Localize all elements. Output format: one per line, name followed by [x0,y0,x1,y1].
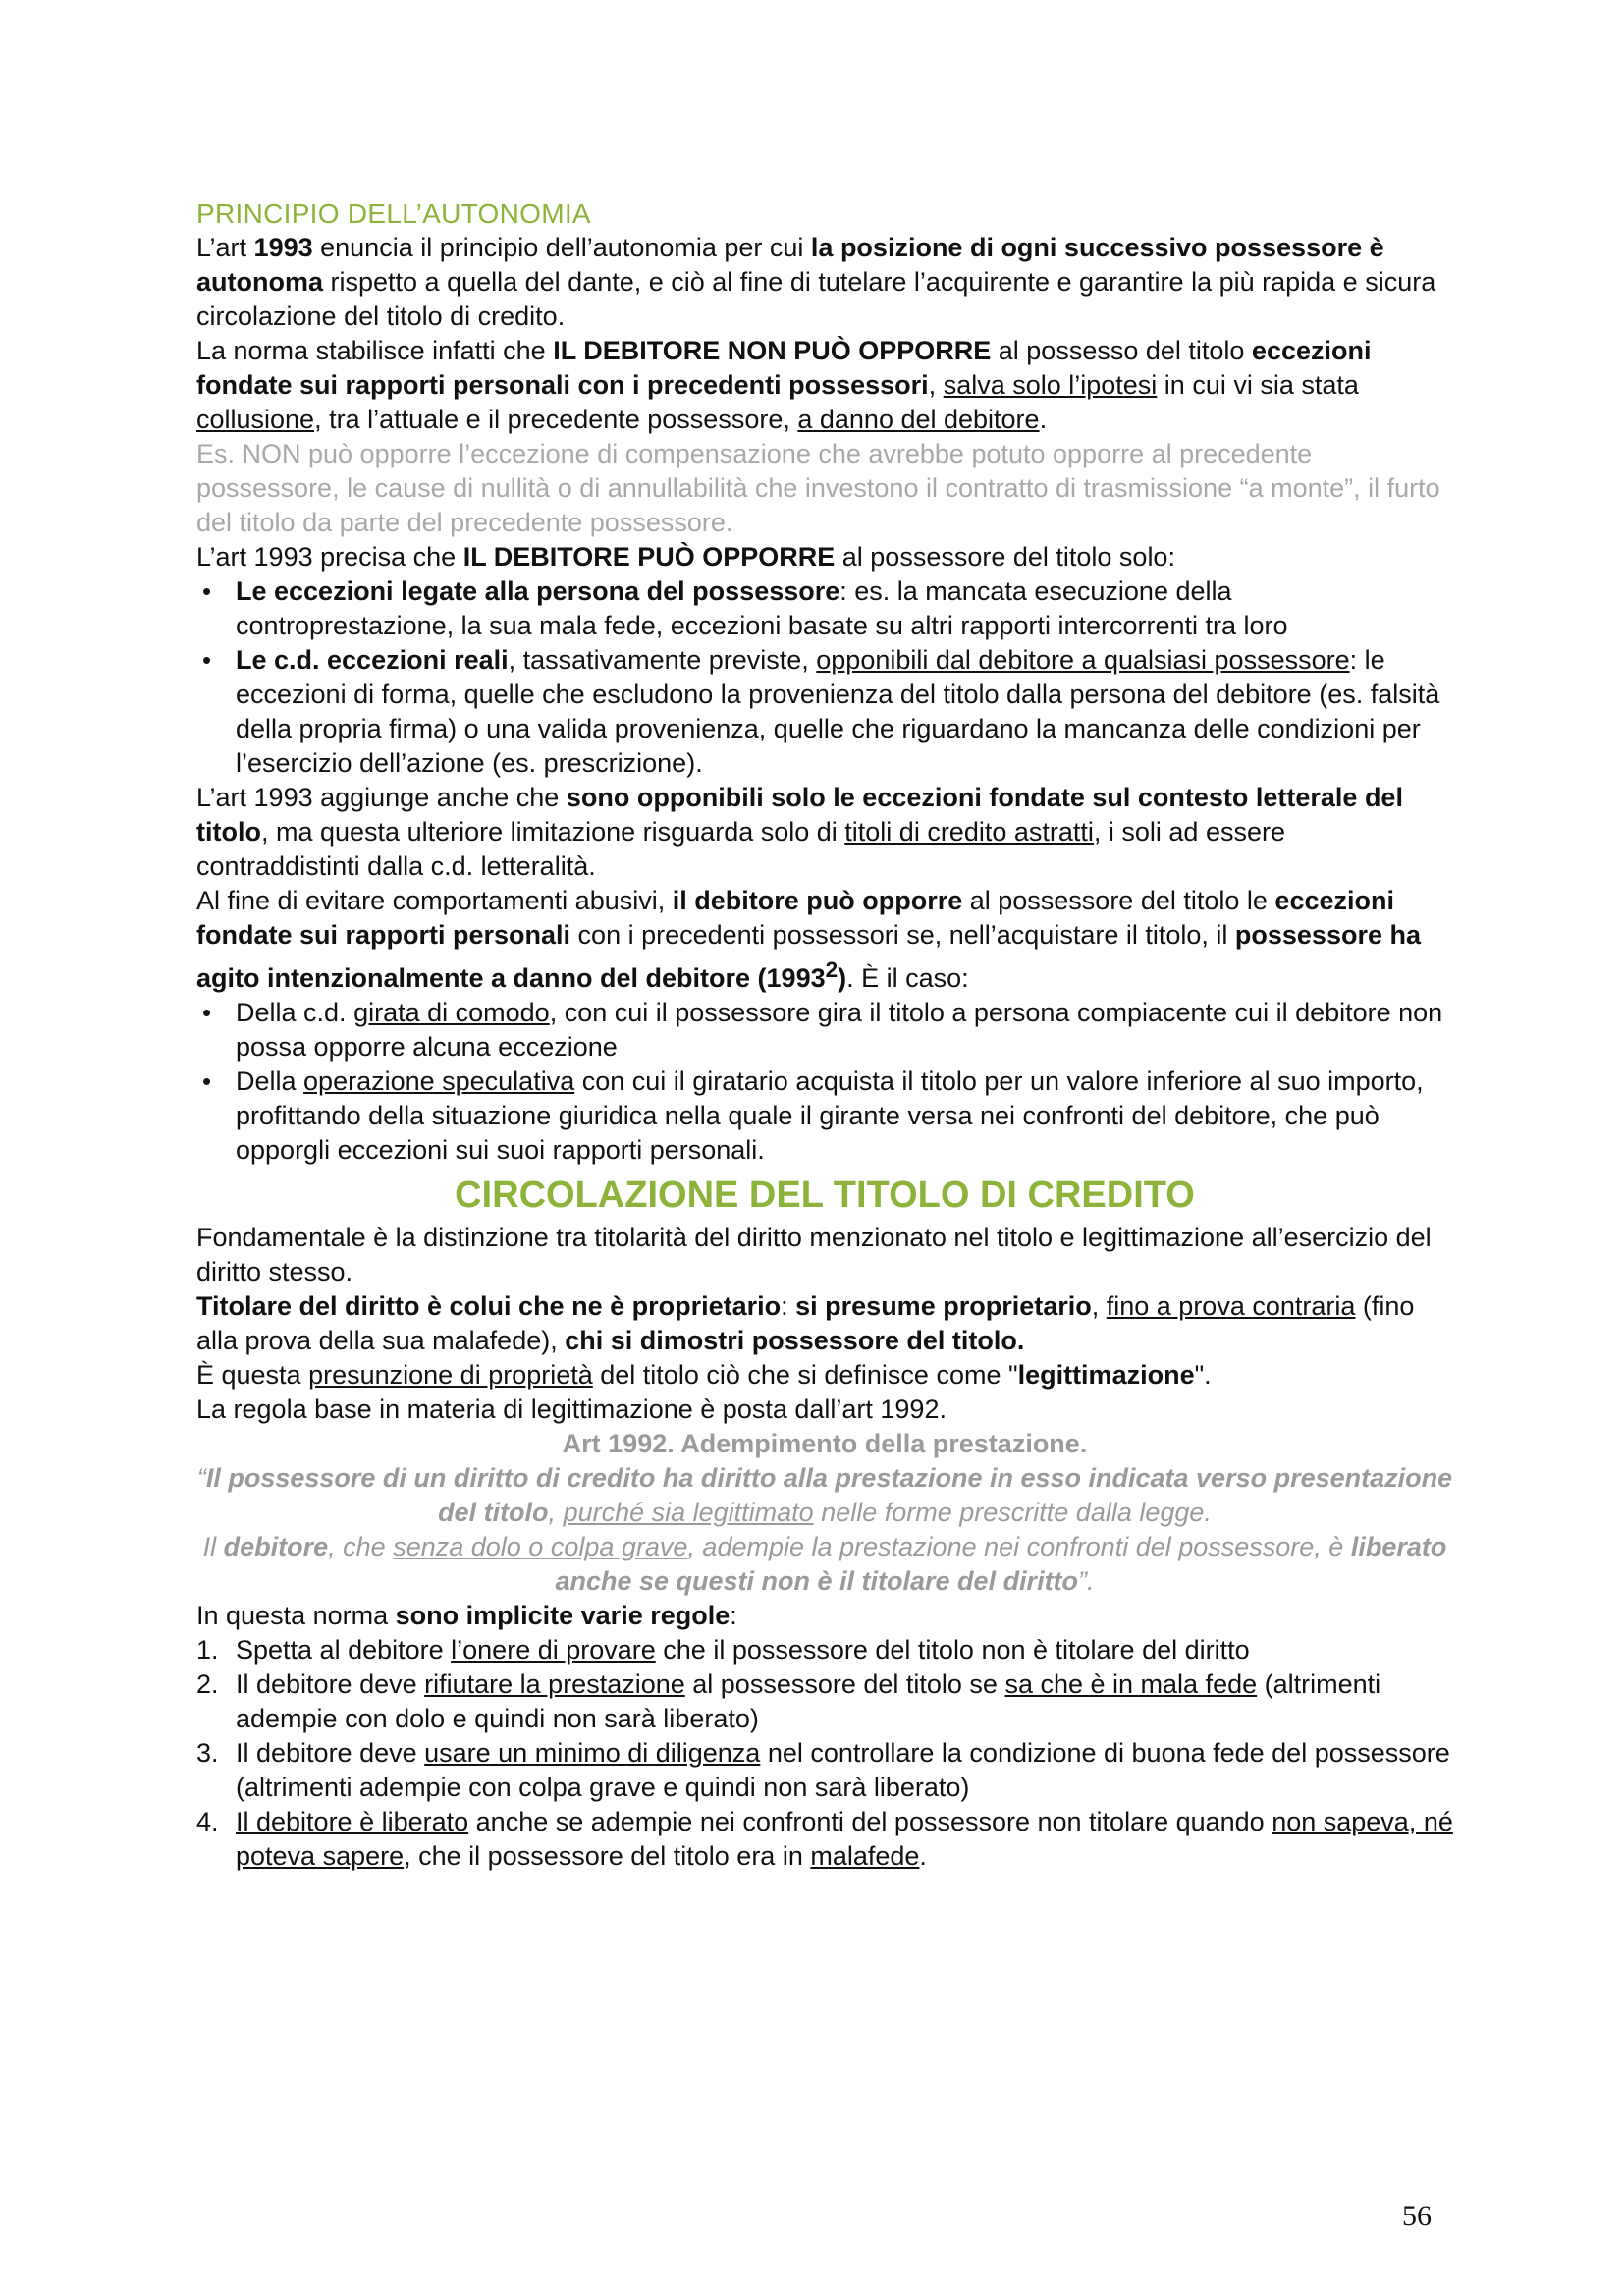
text: ". [1194,1360,1212,1390]
underlined-text: non sapeva, né poteva sapere [236,1807,1453,1871]
underlined-text: rifiutare la prestazione [424,1669,685,1699]
underlined-text: sa che è in mala fede [1004,1669,1258,1699]
bold-text: si presume proprietario [795,1291,1092,1321]
paragraph-art1993 [196,231,1453,334]
text: al possessore del titolo solo: [835,542,1175,572]
bold-text: eccezioni fondate sui rapporti personali con i precedenti possessori [196,336,1372,400]
text: “ [196,1463,206,1493]
bold-text: Le c.d. eccezioni reali [236,645,509,675]
list-number: 4. [196,1807,219,1836]
text: , tassativamente previste, [508,645,817,675]
text: possessore ha agito intenzionalmente a danno del debitore (1993 [196,920,1421,993]
text: La norma stabilisce infatti che [196,336,554,365]
bullet-list-casi [196,996,1453,1168]
bullet-list-eccezioni [196,574,1453,781]
underlined-text: usare un minimo di diligenza [424,1738,761,1768]
text: enuncia il principio dell’autonomia per cui [312,233,811,262]
bold-text: sono opponibili solo le eccezioni fondate sul contesto letterale del titolo [196,783,1403,847]
list-item [196,574,1453,643]
bold-text: debitore [223,1532,329,1561]
example-paragraph: Es. NON può opporre l’eccezione di compensazione che avrebbe potuto opporre al precedente possessore, le cause di nullità o di annullabilità che investono il contratto di trasmissione “a monte”, il furto del titolo da parte del precedente possessore. [196,439,1440,537]
text: . È il caso: [846,963,969,993]
text: L’art [196,233,254,262]
quote-line-1 [196,1461,1453,1530]
text: , con cui il possessore gira il titolo a persona compiacente cui il debitore non possa opporre alcuna eccezione [236,998,1443,1062]
text: , ma questa ulteriore limitazione risguarda solo di [260,817,845,847]
quote-line-2 [196,1530,1453,1599]
text: Il debitore deve [236,1669,425,1699]
text: , che il possessore del titolo era in [404,1841,811,1871]
paragraph-regole-implicite [196,1599,1453,1633]
bold-text: legittimazione [1017,1360,1195,1390]
text: al possessore del titolo se [684,1669,1005,1699]
list-item [196,1667,1453,1736]
text: ) [838,963,847,993]
list-item [196,1633,1453,1667]
superscript: 2 [825,957,839,982]
text: del titolo ciò che si definisce come " [592,1360,1018,1390]
bold-text: Il possessore di un diritto di credito ha diritto alla prestazione in esso indicata verso presentazione del titolo [205,1463,1453,1527]
text: È questa [196,1360,309,1390]
text: L’art 1993 precisa che [196,542,463,572]
page-number: 56 [1402,2200,1432,2232]
text: ”. [1078,1566,1095,1596]
text: L’art 1993 aggiunge anche che [196,783,567,812]
text: , [548,1498,564,1527]
text: Il [202,1532,224,1561]
underlined-text: presunzione di proprietà [308,1360,593,1390]
bold-text: liberato anche se questi non è il titolare del diritto [555,1532,1447,1596]
underlined-text: fino a prova contraria [1106,1291,1356,1321]
text: al possessore del titolo le [962,886,1275,915]
page-content [196,196,1453,1874]
text: . [919,1841,927,1871]
underlined-text: l’onere di provare [451,1635,656,1665]
underlined-text: girata di comodo [353,998,550,1027]
bold-text: eccezioni fondate sui rapporti personali [196,886,1394,950]
text: , [928,370,944,400]
paragraph-regola-base: La regola base in materia di legittimazione è posta dall’art 1992. [196,1394,947,1424]
text: Della [236,1066,304,1096]
bold-text: la posizione di ogni successivo possessore è autonoma [196,233,1384,297]
text: al possesso del titolo [991,336,1252,365]
text: , i soli ad essere contraddistinti dalla c.d. letteralità. [196,817,1285,881]
underlined-text: operazione speculativa [303,1066,575,1096]
text: : le eccezioni di forma, quelle che escludono la provenienza del titolo dalla persona del debitore (es. falsità della propria firma) o una valida provenienza, quelle che riguardano la mancanza delle condizioni per l’esercizio dell’azione (es. prescrizione). [236,645,1440,778]
text: In questa norma [196,1601,396,1630]
bold-text: sono implicite varie regole [395,1601,731,1630]
text: : [730,1601,737,1630]
text: Della c.d. [236,998,354,1027]
text: (altrimenti adempie con dolo e quindi non sarà liberato) [236,1669,1381,1733]
bold-text: IL DEBITORE NON PUÒ OPPORRE [553,336,992,365]
underlined-text: opponibili dal debitore a qualsiasi possessore [816,645,1350,675]
section-heading-autonomia: PRINCIPIO DELL’AUTONOMIA [196,198,591,229]
list-number: 1. [196,1635,219,1665]
text: , [1091,1291,1107,1321]
text: in cui vi sia stata [1157,370,1359,400]
underlined-text: purché sia legittimato [563,1498,814,1527]
bold-text: Titolare del diritto è colui che ne è proprietario [196,1291,782,1321]
text: anche se adempie nei confronti del possessore non titolare quando [468,1807,1272,1836]
text: : [781,1291,796,1321]
text: Il debitore deve [236,1738,425,1768]
text: nelle forme prescritte dalla legge. [813,1498,1212,1527]
underlined-text: Il debitore è liberato [236,1807,469,1836]
underlined-text: titoli di credito astratti [844,817,1094,847]
text: nel controllare la condizione di buona fede del possessore (altrimenti adempie con colpa grave e quindi non sarà liberato) [236,1738,1450,1802]
bold-text: 1993 [253,233,313,262]
bold-text: chi si dimostri possessore del titolo. [565,1326,1025,1355]
text: con i precedenti possessori se, nell’acquistare il titolo, il [570,920,1235,950]
bold-text: il debitore può opporre [672,886,963,915]
list-item [196,643,1453,781]
text: , che [328,1532,394,1561]
text: rispetto a quella del dante, e ciò al fine di tutelare l’acquirente e garantire la più rapida e sicura circolazione del titolo di credito. [196,267,1436,331]
list-number: 2. [196,1669,219,1699]
underlined-text: malafede [810,1841,920,1871]
underlined-text: collusione [196,405,315,434]
text: , adempie la prestazione nei confronti del possessore, è [687,1532,1351,1561]
text: che il possessore del titolo non è titolare del diritto [655,1635,1250,1665]
paragraph-fondamentale: Fondamentale è la distinzione tra titolarità del diritto menzionato nel titolo e legittimazione all’esercizio del diritto stesso. [196,1223,1432,1286]
text: Al fine di evitare comportamenti abusivi, [196,886,673,915]
list-item [196,1736,1453,1805]
list-number: 3. [196,1738,219,1768]
numbered-list-regole [196,1633,1453,1874]
underlined-text: senza dolo o colpa grave [393,1532,688,1561]
text: Spetta al debitore [236,1635,452,1665]
text: (fino alla prova della sua malafede), [196,1291,1415,1355]
list-item [196,996,1453,1065]
paragraph-presunzione [196,1358,1453,1393]
section-heading-circolazione: CIRCOLAZIONE DEL TITOLO DI CREDITO [455,1175,1195,1216]
paragraph-contesto-letterale [196,781,1453,884]
paragraph-titolare [196,1289,1453,1358]
paragraph-debitore-puo [196,540,1453,574]
bold-text: Le eccezioni legate alla persona del possessore [236,576,840,606]
text: con cui il giratario acquista il titolo per un valore inferiore al suo importo, profittando della situazione giuridica nella quale il girante versa nei confronti del debitore, che può opporgli eccezioni sui suoi rapporti personali. [236,1066,1424,1165]
paragraph-comportamenti-abusivi [196,884,1453,996]
paragraph-debitore-non-puo [196,334,1453,437]
text: : es. la mancata esecuzione della controprestazione, la sua mala fede, eccezioni basate su altri rapporti intercorrenti tra loro [236,576,1288,640]
list-item [196,1065,1453,1168]
text: , tra l’attuale e il precedente possessore, [314,405,798,434]
quote-title: Art 1992. Adempimento della prestazione. [562,1429,1088,1458]
list-item [196,1805,1453,1874]
text: . [1039,405,1048,434]
underlined-text: salva solo l’ipotesi [943,370,1158,400]
bold-text: IL DEBITORE PUÒ OPPORRE [462,542,836,572]
underlined-text: a danno del debitore [797,405,1040,434]
